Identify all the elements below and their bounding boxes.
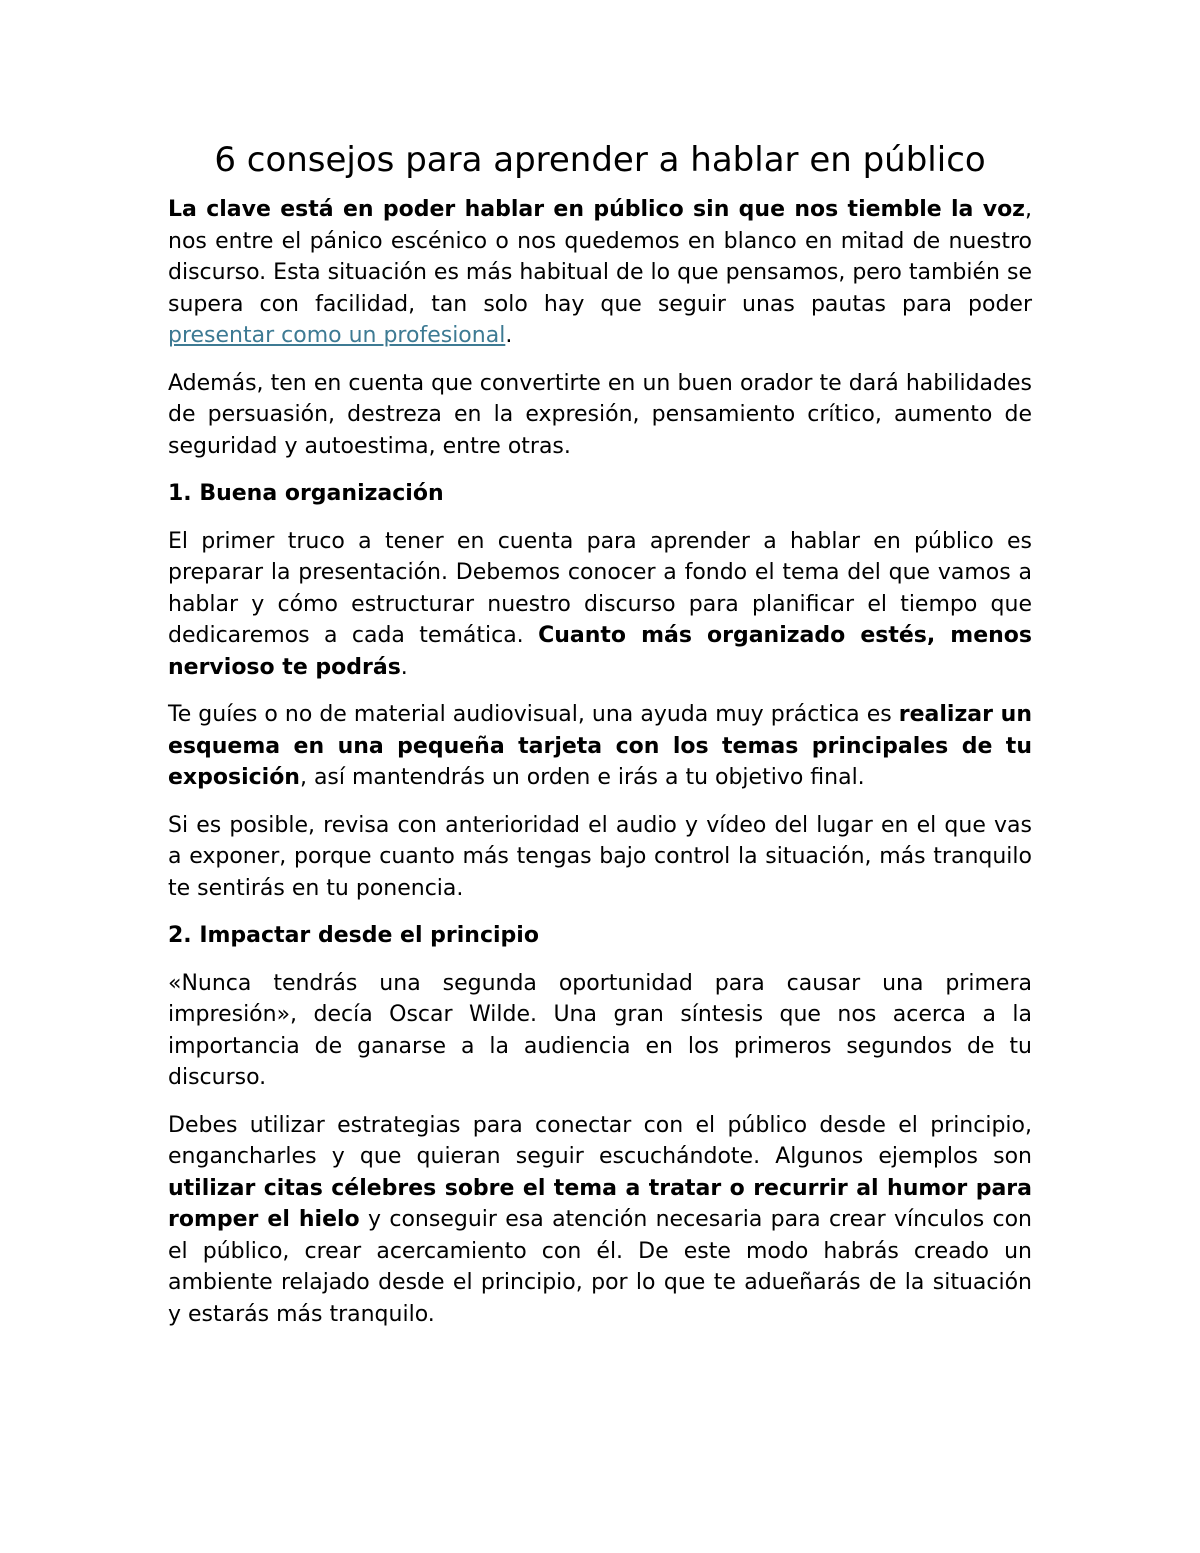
s2p2-text: Debes utilizar estrategias para conectar con el público desde el principio, engancharles y que quieran seguir escuchándote. Algunos ejemplos son [168,1112,1032,1169]
section-1-paragraph-1 [168,526,1032,684]
document-title: 6 consejos para aprender a hablar en público [214,140,986,180]
intro-text: , nos entre el pánico escénico o nos quedemos en blanco en mitad de nuestro discurso. Esta situación es más habitual de lo que pensamos, pero también se supera con facilidad, tan solo hay que seguir unas pautas para poder [168,197,1032,317]
s1p1-tail: . [400,654,408,680]
s1p1-bold: Cuanto más organizado estés, menos nervioso te podrás [168,623,1032,680]
intro-paragraph [168,194,1032,352]
section-1-paragraph-3: Si es posible, revisa con anterioridad el audio y vídeo del lugar en el que vas a exponer, porque cuanto más tengas bajo control la situación, más tranquilo te sentirás en tu ponencia. [168,812,1032,901]
s1p2-text: Te guíes o no de material audiovisual, una ayuda muy práctica es [168,702,899,727]
s2p2-tail: y conseguir esa atención necesaria para crear vínculos con el público, crear acercamiento con él. De este modo habrás creado un ambiente relajado desde el principio, por lo que te adueñarás de la situación y estarás más tranquilo. [168,1207,1032,1327]
section-1-heading: 1. Buena organización [168,481,444,506]
s1p1-text: El primer truco a tener en cuenta para aprender a hablar en público es preparar la presentación. Debemos conocer a fondo el tema del que vamos a hablar y cómo estructurar nuestro discurso para planificar el tiempo que dedicaremos a cada temática. [168,528,1032,648]
intro-bold-lead: La clave está en poder hablar en público sin que nos tiemble la voz [168,197,1025,222]
presentar-profesional-link[interactable]: presentar como un profesional [168,323,506,348]
intro-tail: . [505,323,513,348]
section-2-paragraph-2 [168,1110,1032,1331]
section-2-heading: 2. Impactar desde el principio [168,923,539,948]
s1p2-tail: , así mantendrás un orden e irás a tu objetivo final. [299,765,865,790]
paragraph-2: Además, ten en cuenta que convertirte en un buen orador te dará habilidades de persuasión, destreza en la expresión, pensamiento crítico, aumento de seguridad y autoestima, entre otras. [168,370,1032,459]
section-1-paragraph-2 [168,699,1032,794]
s2p2-bold: utilizar citas célebres sobre el tema a tratar o recurrir al humor para romper el hielo [168,1175,1032,1232]
section-2-paragraph-1: «Nunca tendrás una segunda oportunidad para causar una primera impresión», decía Oscar Wilde. Una gran síntesis que nos acerca a la importancia de ganarse a la audiencia en los primeros segundos de tu discurso. [168,970,1032,1090]
s1p2-bold: realizar un esquema en una pequeña tarjeta con los temas principales de tu exposición [168,702,1032,790]
